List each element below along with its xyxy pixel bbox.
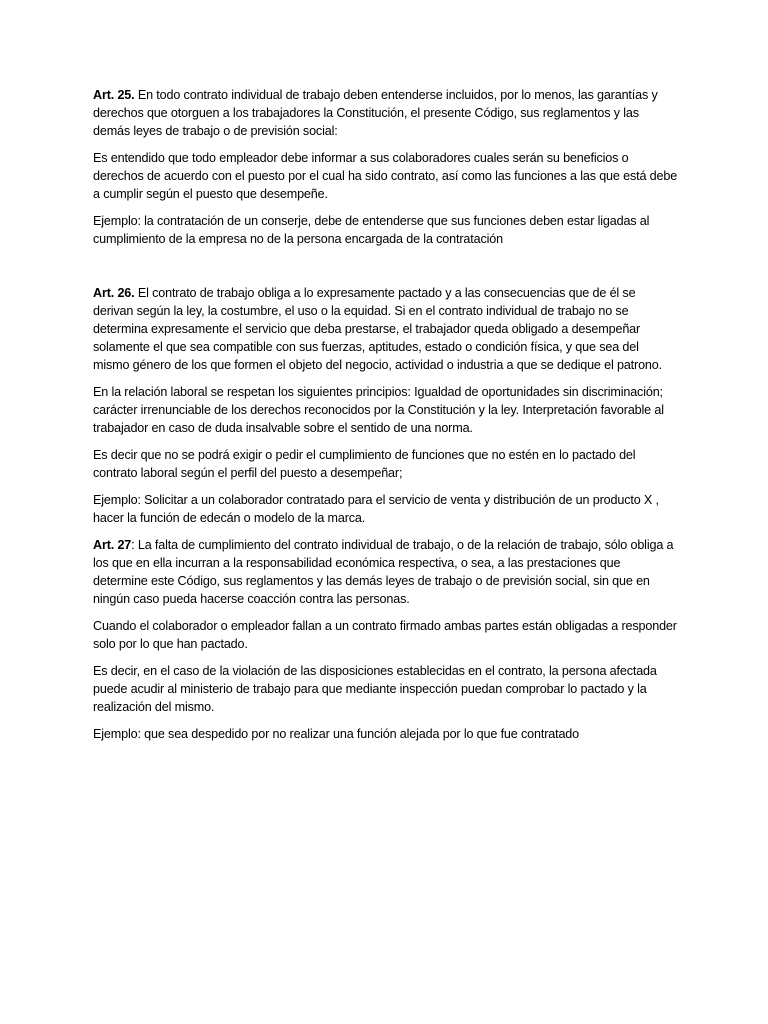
art-25-example: Ejemplo: la contratación de un conserje, debe de entenderse que sus funciones deben estar ligadas al cumplimiento de la empresa no de la persona encargada de la contratación xyxy=(93,214,650,246)
art-27-label: Art. 27 xyxy=(93,538,132,552)
art-26-text: El contrato de trabajo obliga a lo expresamente pactado y a las consecuencias que de él se derivan según la ley, la costumbre, el uso o la equidad. Si en el contrato individual de trabajo no se determina expresamente el servicio que deba prestarse, el trabajador queda obligado a desempeñar solamente el que sea compatible con sus fuerzas, aptitudes, estado o condición física, y que sea del mismo género de los que formen el objeto del negocio, actividad o industria a que se dedique el patrono. xyxy=(93,286,662,372)
art-25-paragraph xyxy=(93,86,678,140)
art-27-paragraph xyxy=(93,536,678,608)
art-26-paragraph xyxy=(93,284,678,374)
art-26-explanation: Es decir que no se podrá exigir o pedir el cumplimiento de funciones que no estén en lo pactado del contrato laboral según el perfil del puesto a desempeñar; xyxy=(93,448,636,480)
art-25-label: Art. 25. xyxy=(93,88,135,102)
art-27-text: : La falta de cumplimiento del contrato individual de trabajo, o de la relación de trabajo, sólo obliga a los que en ella incurran a la responsabilidad económica respectiva, o sea, a las prestaciones que determine este Código, sus reglamentos y las demás leyes de trabajo o de previsión social, sin que en ningún caso pueda hacerse coacción contra las personas. xyxy=(93,538,674,606)
art-26-example: Ejemplo: Solicitar a un colaborador contratado para el servicio de venta y distribución de un producto X , hacer la función de edecán o modelo de la marca. xyxy=(93,493,659,525)
art-26-label: Art. 26. xyxy=(93,286,135,300)
document-page xyxy=(93,86,678,752)
art-27-explanation-2: Es decir, en el caso de la violación de las disposiciones establecidas en el contrato, la persona afectada puede acudir al ministerio de trabajo para que mediante inspección puedan comprobar lo pactado y la realización del mismo. xyxy=(93,664,657,714)
art-26-principles: En la relación laboral se respetan los siguientes principios: Igualdad de oportunidades sin discriminación; carácter irrenunciable de los derechos reconocidos por la Constitución y la ley. Interpretación favorable al trabajador en caso de duda insalvable sobre el sentido de una norma. xyxy=(93,385,664,435)
art-25-text: En todo contrato individual de trabajo deben entenderse incluidos, por lo menos, las garantías y derechos que otorguen a los trabajadores la Constitución, el presente Código, sus reglamentos y las demás leyes de trabajo o de previsión social: xyxy=(93,88,658,138)
art-27-explanation-1: Cuando el colaborador o empleador fallan a un contrato firmado ambas partes están obligadas a responder solo por lo que han pactado. xyxy=(93,619,677,651)
art-25-explanation: Es entendido que todo empleador debe informar a sus colaboradores cuales serán su beneficios o derechos de acuerdo con el puesto por el cual ha sido contrato, así como las funciones a las que está debe a cumplir según el puesto que desempeñe. xyxy=(93,151,678,201)
art-27-example: Ejemplo: que sea despedido por no realizar una función alejada por lo que fue contratado xyxy=(93,727,580,741)
